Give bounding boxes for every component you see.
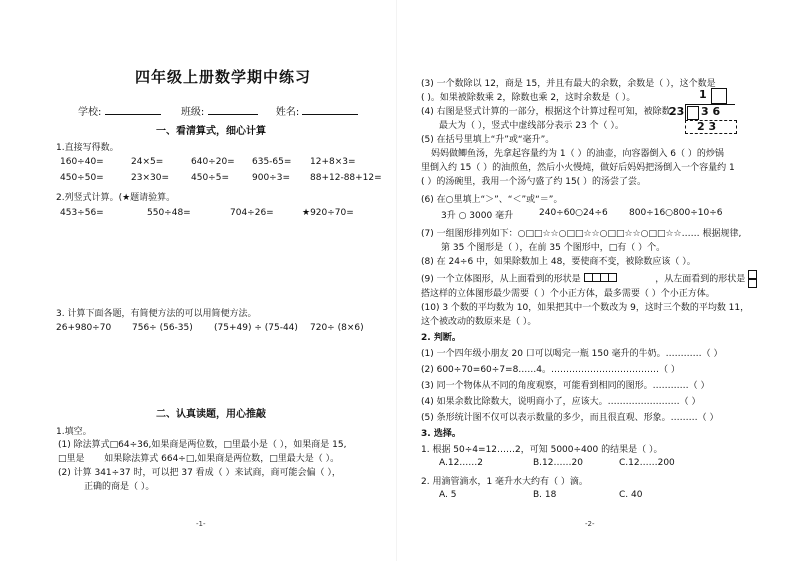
fill-1c: 如果除法算式 664÷□,如果商是两位数，□里最大是（ ）。 (104, 454, 340, 464)
choose-q2-opt[interactable]: B. 18 (533, 490, 557, 500)
q3-item: 720÷ (8×6) (310, 323, 364, 333)
fill-1-line2 (58, 451, 339, 464)
class-label: 班级: (180, 107, 205, 118)
choose-q1-opt[interactable]: B.12……20 (533, 458, 583, 468)
q1-item: 900÷3= (252, 173, 290, 183)
q1-item: 88+12-88+12= (310, 173, 382, 183)
choose-q1-opt[interactable]: C.12……200 (619, 458, 675, 468)
ld-empty-box[interactable] (711, 88, 727, 104)
choose-q1-opt[interactable]: A.12……2 (439, 458, 484, 468)
q1-item: 635-65= (252, 157, 292, 167)
q1-item: 640÷20= (191, 157, 235, 167)
choose-label: 3. 选择。 (421, 429, 461, 439)
q1-label: 1.直接写得数。 (56, 143, 119, 153)
q1-item: 24×5= (131, 157, 164, 167)
r10a: (10) 3 个数的平均数为 10，如果把其中一个数改为 9，这时三个数的平均数 11， (421, 303, 750, 313)
r3a: (3) 一个数除以 12，商是 15，并且有最大的余数，余数是（ ），这个数是 (421, 79, 716, 89)
ld-product: 2 3 (697, 120, 717, 133)
q1-item: 450÷5= (191, 173, 229, 183)
name-label: 姓名: (275, 107, 300, 118)
school-label: 学校: (78, 107, 102, 118)
fill-2a: (2) 计算 341÷37 时，可以把 37 看成（ ）来试商，商可能会偏（ ）， (58, 468, 341, 478)
r5a: (5) 在括号里填上“升”或“毫升”。 (421, 135, 555, 145)
q1-item: 450÷50= (60, 173, 104, 183)
r7a: (7) 一组图形排列如下：○□□☆☆○□□☆☆○□□☆☆○□□☆☆…… 根据规律, (421, 229, 742, 239)
q2-item: ★920÷70= (302, 208, 354, 218)
page-number: -2- (585, 520, 595, 528)
class-field[interactable] (208, 105, 258, 115)
page-right (397, 0, 794, 561)
page-number: -1- (196, 520, 206, 528)
ld-quotient: 1 (699, 88, 707, 101)
left-view-shape (748, 270, 756, 288)
q2-item: 550÷48= (147, 208, 191, 218)
r9c: 搭这样的立体图形最少需要（ ）个小正方体，最多需要（ ）个小正方体。 (421, 289, 715, 299)
ld-divisor: 23 (669, 105, 685, 118)
q2-item: 704÷26= (230, 208, 274, 218)
judge-item: (3) 同一个物体从不同的角度观察，可能看到相同的图形。…………（ ） (421, 381, 710, 391)
long-division-figure (669, 88, 741, 134)
fill-1a: (1) 除法算式□64÷36,如果商是两位数，□里最小是（ ），如果商是 15, (58, 440, 347, 450)
r6-item: 240÷60○24÷6 (539, 208, 608, 218)
judge-item: (5) 条形统计图不仅可以表示数量的多少，而且很直观、形象。………（ ） (421, 413, 719, 423)
r5d: ( ）的汤碗里，我用一个汤勺盛了约 15( ）的汤尝了尝。 (421, 177, 647, 187)
student-info (78, 103, 358, 118)
r5b: 妈妈做鲫鱼汤，先拿起容量约为 1（ ）的油壶，向容器倒入 6（ ）的炒锅 (431, 149, 724, 159)
page-title: 四年级上册数学期中练习 (135, 68, 312, 86)
r4a: (4) 右图是竖式计算的一部分，根据这个计算过程可知，被除数 (421, 107, 671, 117)
r7b: 第 35 个图形是（ ），在前 35 个图形中，□有（ ）个。 (441, 243, 666, 253)
q3-item: (75+49) ÷ (75-44) (214, 323, 298, 333)
r9a: (9) 一个立体图形，从上面看到的形状是 (421, 274, 581, 285)
q1-item: 12+8×3= (310, 157, 356, 167)
r3b: ( )。如果被除数乘 2，除数也乘 2，这时余数是（ ）。 (421, 93, 636, 103)
r5c: 里倒入约 15（ ）的油煎鱼，然后小火慢炖，做好后妈妈把汤倒入一个容量约 1 (421, 163, 735, 173)
fill-label: 1.填空。 (56, 427, 92, 437)
r9b: ，从左面看到的形状是 (655, 274, 746, 285)
ld-dividend: 3 6 (701, 105, 721, 118)
q3-label: 3. 计算下面各题，有简便方法的可以用简便方法。 (56, 309, 257, 319)
fill-2b: 正确的商是（ ）。 (84, 482, 155, 492)
q1-item: 160÷40= (60, 157, 104, 167)
r6-item: 3升 ○ 3000 毫升 (441, 211, 514, 221)
judge-label: 2. 判断。 (421, 333, 461, 343)
choose-q1: 1. 根据 50÷4=12……2，可知 5000÷400 的结果是（ ）。 (421, 445, 663, 455)
r6a: (6) 在○里填上“＞”、“＜”或“＝”。 (421, 195, 563, 205)
q2-label: 2.列竖式计算。(★题请验算。 (56, 193, 176, 203)
ld-empty-box[interactable] (687, 106, 699, 120)
r8: (8) 在 24÷6 中，如果除数加上 48，要使商不变，被除数应该（ ）。 (421, 257, 696, 267)
choose-q2: 2. 用滴管滴水，1 毫升水大约有（ ）滴。 (421, 477, 588, 487)
r4b: 最大为（ ），竖式中虚线部分表示 23 个（ ）。 (439, 121, 624, 131)
top-view-shape (584, 273, 616, 285)
q2-item: 453÷56= (60, 208, 104, 218)
fill-1b: □里是 (58, 454, 85, 464)
judge-item: (2) 600÷70=60÷7=8……4。………………………………（ ） (421, 365, 680, 375)
section1-title: 一、看清算式，细心计算 (156, 126, 266, 137)
section2-title: 二、认真读题，用心推敲 (156, 409, 266, 420)
q3-item: 26+980÷70 (56, 323, 112, 333)
q1-item: 23×30= (131, 173, 169, 183)
judge-item: (1) 一个四年级小朋友 20 口可以喝完一瓶 150 毫升的牛奶。…………（ ） (421, 349, 723, 359)
choose-q2-opt[interactable]: A. 5 (439, 490, 457, 500)
name-field[interactable] (302, 105, 358, 115)
r6-item: 800÷16○800÷10÷6 (629, 208, 723, 218)
r10b: 这个被改动的数原来是（ ）。 (421, 317, 537, 327)
school-field[interactable] (105, 105, 161, 115)
q3-item: 756÷ (56-35) (132, 323, 193, 333)
choose-q2-opt[interactable]: C. 40 (619, 490, 643, 500)
judge-item: (4) 如果余数比除数大，说明商小了，应该大。……………………（ ） (421, 397, 701, 407)
